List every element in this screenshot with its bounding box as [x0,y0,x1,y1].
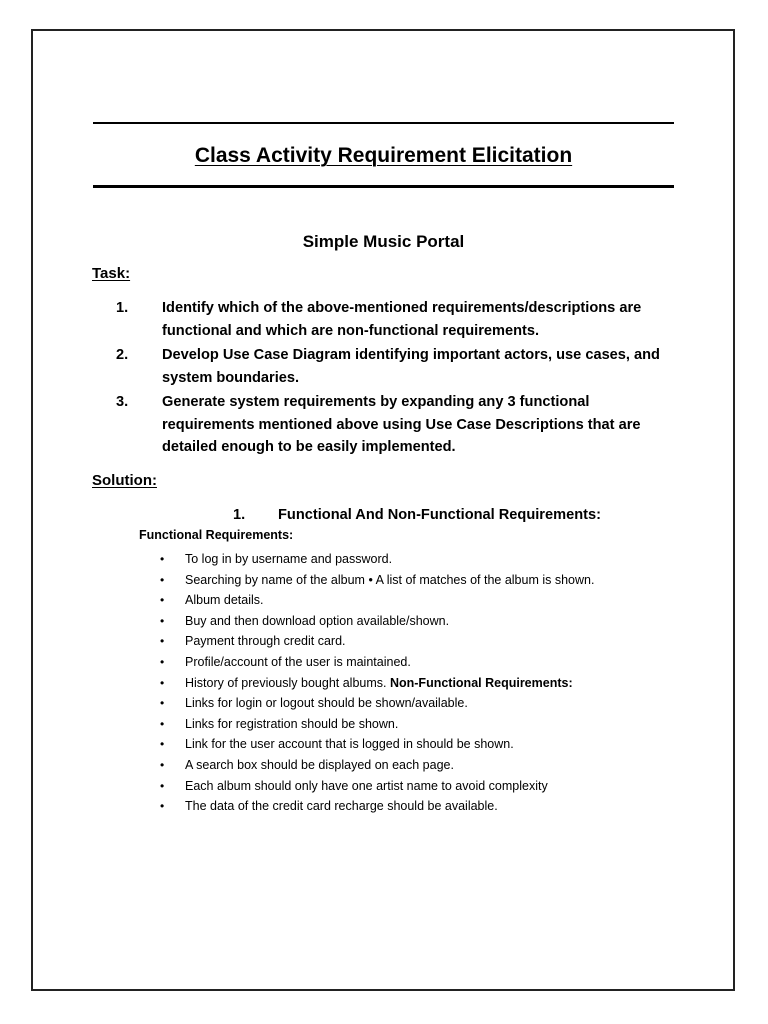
task-text: Develop Use Case Diagram identifying important actors, use cases, and system boundaries. [162,347,660,386]
list-item [159,631,699,652]
document-subtitle: Simple Music Portal [302,232,465,251]
list-item [159,590,699,611]
list-item-text: Searching by name of the album • A list of matches of the album is shown. [185,572,595,587]
list-item [159,570,699,591]
section-heading [233,505,601,525]
requirements-list [159,549,699,817]
list-item-text: To log in by username and password. [185,552,393,566]
document-title: Class Activity Requirement Elicitation [194,144,573,167]
list-item [159,734,699,755]
list-item [159,755,699,776]
list-item-text: Links for login or logout should be shown/available. [185,696,468,711]
list-item [159,693,699,714]
bullet-icon: • [160,572,165,587]
task-item [93,391,673,459]
list-item [159,673,699,694]
task-item [93,344,673,389]
list-item-text: History of previously bought albums. [185,675,390,690]
list-item [159,714,699,735]
solution-heading: Solution: [92,472,157,489]
list-item-text: Buy and then download option available/shown. [185,613,450,628]
list-item-text: Album details. [185,593,264,608]
list-item [159,652,699,673]
list-item [159,776,699,797]
list-item-text: Link for the user account that is logged in should be shown. [185,737,514,752]
list-item [159,796,699,817]
task-number: 3. [116,394,129,410]
bullet-icon: • [160,799,165,814]
title-top-rule [93,122,674,124]
task-list [93,297,673,461]
functional-requirements-label: Functional Requirements: [139,528,294,542]
bullet-icon: • [160,613,165,628]
list-item-text: A search box should be displayed on each page. [185,757,454,772]
task-number: 1. [116,300,129,316]
section-title: Functional And Non-Functional Requirements: [278,507,601,523]
bullet-icon: • [160,716,165,731]
list-item [159,611,699,632]
bullet-icon: • [160,593,165,608]
bullet-icon: • [160,696,165,711]
bullet-icon: • [160,757,165,772]
bullet-icon: • [160,778,165,793]
task-text: Generate system requirements by expanding any 3 functional requirements mentioned above using Use Case Descriptions that are detailed enough to be easily implemented. [162,394,641,455]
task-item [93,297,673,342]
bullet-icon: • [160,737,165,752]
title-bottom-rule [93,185,674,188]
bullet-icon: • [160,634,165,649]
bullet-icon: • [160,552,165,566]
list-item-text: Each album should only have one artist name to avoid complexity [185,778,548,793]
list-item [159,549,699,570]
list-item-text: The data of the credit card recharge should be available. [185,799,498,814]
non-functional-requirements-label: Non-Functional Requirements: [389,675,573,690]
task-heading: Task: [92,265,131,282]
bullet-icon: • [160,675,165,690]
section-number: 1. [233,507,246,523]
task-text: Identify which of the above-mentioned requirements/descriptions are functional and which are non-functional requirements. [162,300,642,339]
bullet-icon: • [160,654,165,669]
list-item-text: Payment through credit card. [185,634,346,649]
task-number: 2. [116,347,129,363]
list-item-text: Links for registration should be shown. [185,716,399,731]
list-item-text: Profile/account of the user is maintained. [185,654,411,669]
